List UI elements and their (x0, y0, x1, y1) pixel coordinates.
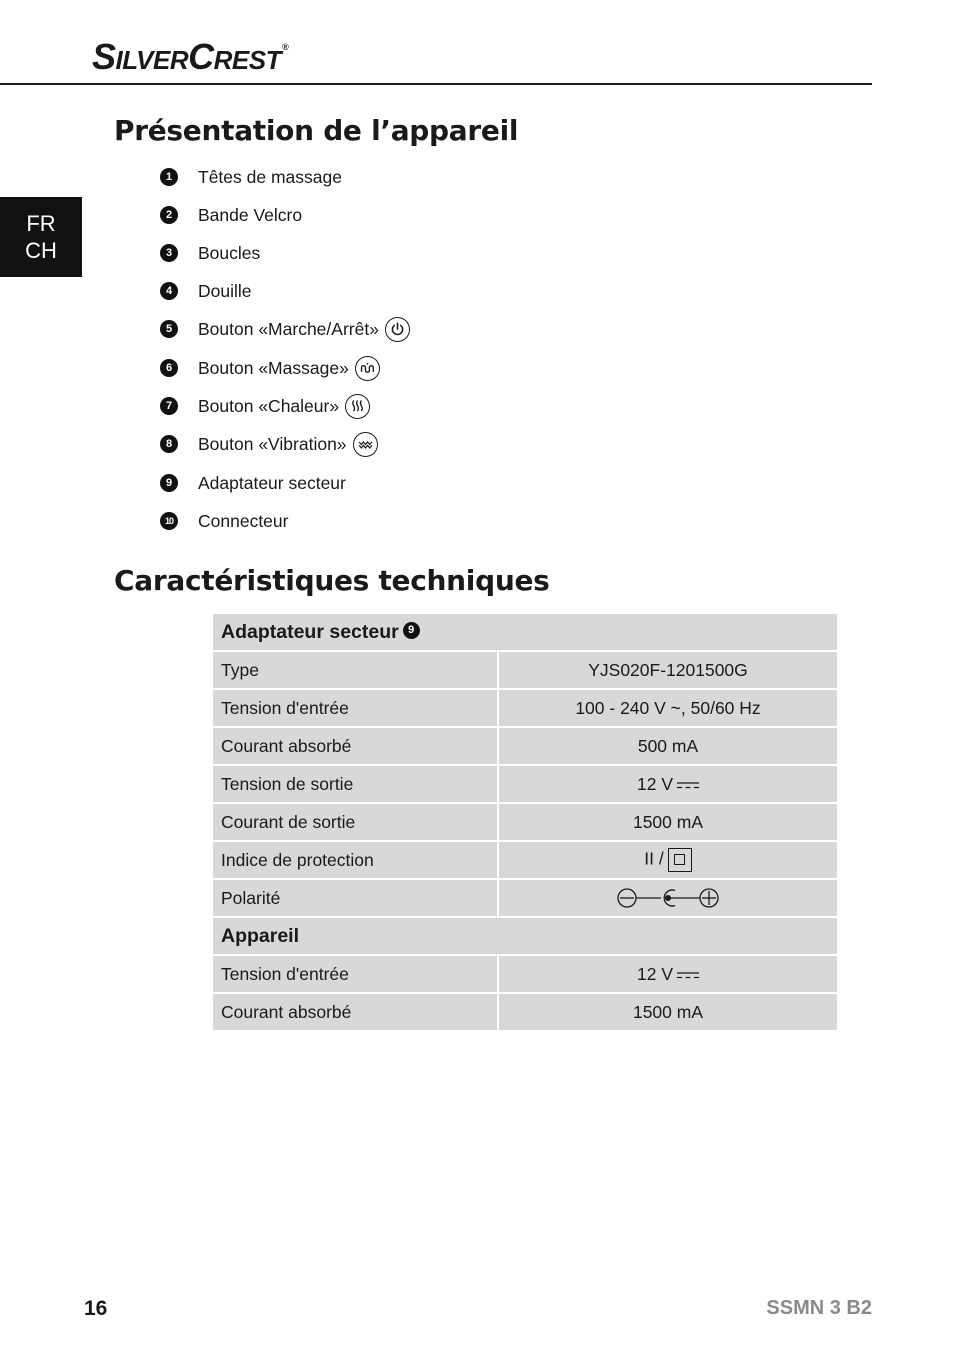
vibration-icon (353, 432, 378, 457)
item-number: 2 (160, 206, 178, 224)
spec-key: Tension d'entrée (212, 689, 498, 727)
table-row (212, 689, 838, 727)
table-row (212, 651, 838, 689)
list-item (160, 507, 288, 535)
item-number: 7 (160, 397, 178, 415)
item-number: 8 (160, 435, 178, 453)
massage-icon (355, 356, 380, 381)
spec-value: II / (498, 841, 838, 879)
item-label: Boucles (198, 242, 261, 263)
table-row (212, 765, 838, 803)
list-item (160, 354, 380, 382)
spec-key: Indice de protection (212, 841, 498, 879)
language-tab: FR CH (0, 197, 82, 277)
table-row (212, 841, 838, 879)
table-row (212, 727, 838, 765)
list-item (160, 163, 342, 191)
item-label: Adaptateur secteur (198, 472, 346, 493)
table-row (212, 993, 838, 1031)
heat-icon (345, 394, 370, 419)
protection-class-ii-icon (668, 848, 692, 872)
spec-key: Courant absorbé (212, 727, 498, 765)
item-label: Bouton «Vibration» (198, 433, 347, 454)
list-item (160, 392, 370, 420)
item-number: 9 (403, 622, 420, 639)
brand-logo: SILVERCREST® (92, 36, 289, 77)
list-item (160, 277, 252, 305)
list-item (160, 430, 378, 458)
page-number: 16 (84, 1297, 108, 1320)
polarity-icon (617, 887, 719, 909)
item-label: Bande Velcro (198, 204, 303, 225)
header-rule (0, 83, 872, 85)
table-row (212, 803, 838, 841)
list-item (160, 201, 302, 229)
power-icon (385, 317, 410, 342)
item-label: Têtes de massage (198, 166, 342, 187)
item-number: 6 (160, 359, 178, 377)
spec-value: 12 V (498, 955, 838, 993)
spec-value: 500 mA (498, 727, 838, 765)
dc-current-icon (677, 970, 699, 980)
spec-key: Polarité (212, 879, 498, 917)
spec-value: 1500 mA (498, 993, 838, 1031)
item-label: Connecteur (198, 510, 289, 531)
table-row (212, 879, 838, 917)
item-number: 4 (160, 282, 178, 300)
spec-value: YJS020F-1201500G (498, 651, 838, 689)
spec-value: 12 V (498, 765, 838, 803)
spec-value: 1500 mA (498, 803, 838, 841)
table-section-row (212, 613, 838, 651)
item-label: Douille (198, 280, 252, 301)
item-label: Bouton «Massage» (198, 357, 349, 378)
spec-key: Tension de sortie (212, 765, 498, 803)
item-number: 3 (160, 244, 178, 262)
spec-value: 100 - 240 V ~, 50/60 Hz (498, 689, 838, 727)
dc-current-icon (677, 780, 699, 790)
section-title-specs: Caractéristiques techniques (114, 564, 550, 597)
model-name: SSMN 3 B2 (766, 1297, 872, 1319)
section-title-presentation: Présentation de l’appareil (114, 114, 519, 147)
item-number: 5 (160, 320, 178, 338)
list-item (160, 239, 260, 267)
specs-table (211, 612, 839, 1032)
item-number: 1 (160, 168, 178, 186)
item-number: 10 (160, 512, 178, 530)
list-item (160, 315, 410, 343)
item-number: 9 (160, 474, 178, 492)
list-item (160, 469, 346, 497)
item-label: Bouton «Chaleur» (198, 395, 340, 416)
table-row (212, 955, 838, 993)
spec-key: Courant absorbé (212, 993, 498, 1031)
spec-key: Type (212, 651, 498, 689)
spec-value (498, 879, 838, 917)
spec-key: Courant de sortie (212, 803, 498, 841)
section-heading-device: Appareil (212, 917, 838, 955)
section-heading-adapter: Adaptateur secteur 9 (212, 613, 838, 651)
table-section-row (212, 917, 838, 955)
spec-key: Tension d'entrée (212, 955, 498, 993)
item-label: Bouton «Marche/Arrêt» (198, 318, 379, 339)
